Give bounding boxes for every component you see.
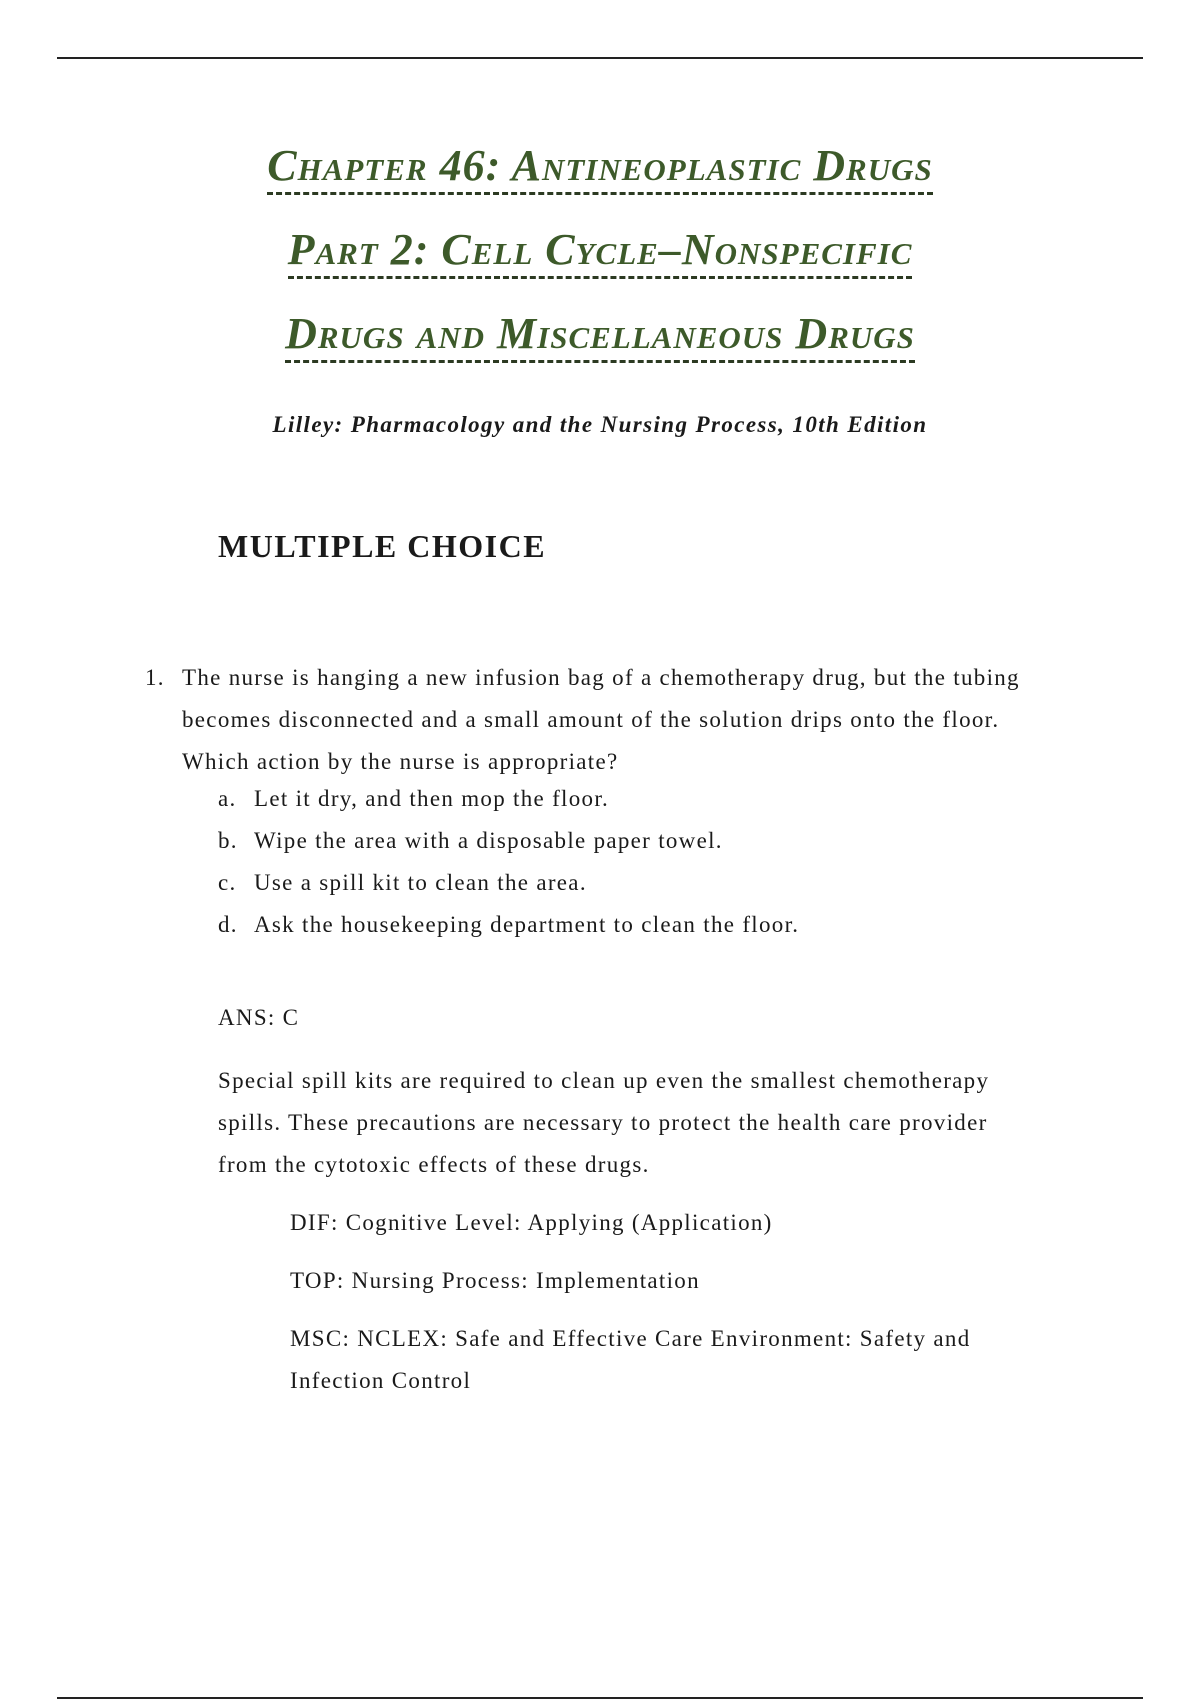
rationale: Special spill kits are required to clean up even the smallest chemotherapy spills. These precautions are necessary to protect the health care provider from the cytotoxic effects of these drugs. xyxy=(218,1068,990,1177)
chapter-title xyxy=(0,138,1200,390)
question-number: 1. xyxy=(145,665,165,690)
option-text: Use a spill kit to clean the area. xyxy=(254,870,587,895)
section-heading: MULTIPLE CHOICE xyxy=(218,528,547,564)
answer-options xyxy=(218,778,799,946)
option-letter: c. xyxy=(218,870,237,895)
title-line-3-text: Drugs and Miscellaneous Drugs xyxy=(285,308,915,363)
option-letter: d. xyxy=(218,912,238,937)
msc-tag: MSC: NCLEX: Safe and Effective Care Environment: Safety and Infection Control xyxy=(290,1326,971,1393)
option-b xyxy=(218,820,799,862)
option-text: Wipe the area with a disposable paper towel. xyxy=(254,828,723,853)
top-rule xyxy=(57,57,1143,59)
question-stem: The nurse is hanging a new infusion bag of a chemotherapy drug, but the tubing becomes disconnected and a small amount of the solution drips onto the floor. Which action by the nurse is appropriate? xyxy=(182,665,1020,774)
option-a xyxy=(218,778,799,820)
title-line-2 xyxy=(0,222,1200,306)
title-line-2-text: Part 2: Cell Cycle–Nonspecific xyxy=(288,224,913,279)
title-line-1-text: Chapter 46: Antineoplastic Drugs xyxy=(267,140,933,195)
title-line-1 xyxy=(0,138,1200,222)
option-letter: a. xyxy=(218,786,237,811)
difficulty-tag: DIF: Cognitive Level: Applying (Application) xyxy=(290,1210,773,1235)
topic-tag: TOP: Nursing Process: Implementation xyxy=(290,1268,700,1293)
option-c xyxy=(218,862,799,904)
option-text: Ask the housekeeping department to clean the floor. xyxy=(254,912,800,937)
option-d xyxy=(218,904,799,946)
question-1 xyxy=(145,657,1045,783)
bottom-rule xyxy=(57,1697,1143,1699)
book-subtitle: Lilley: Pharmacology and the Nursing Process, 10th Edition xyxy=(272,412,928,437)
option-text: Let it dry, and then mop the floor. xyxy=(254,786,610,811)
answer-key: ANS: C xyxy=(218,1005,300,1030)
option-letter: b. xyxy=(218,828,238,853)
title-line-3 xyxy=(0,306,1200,390)
